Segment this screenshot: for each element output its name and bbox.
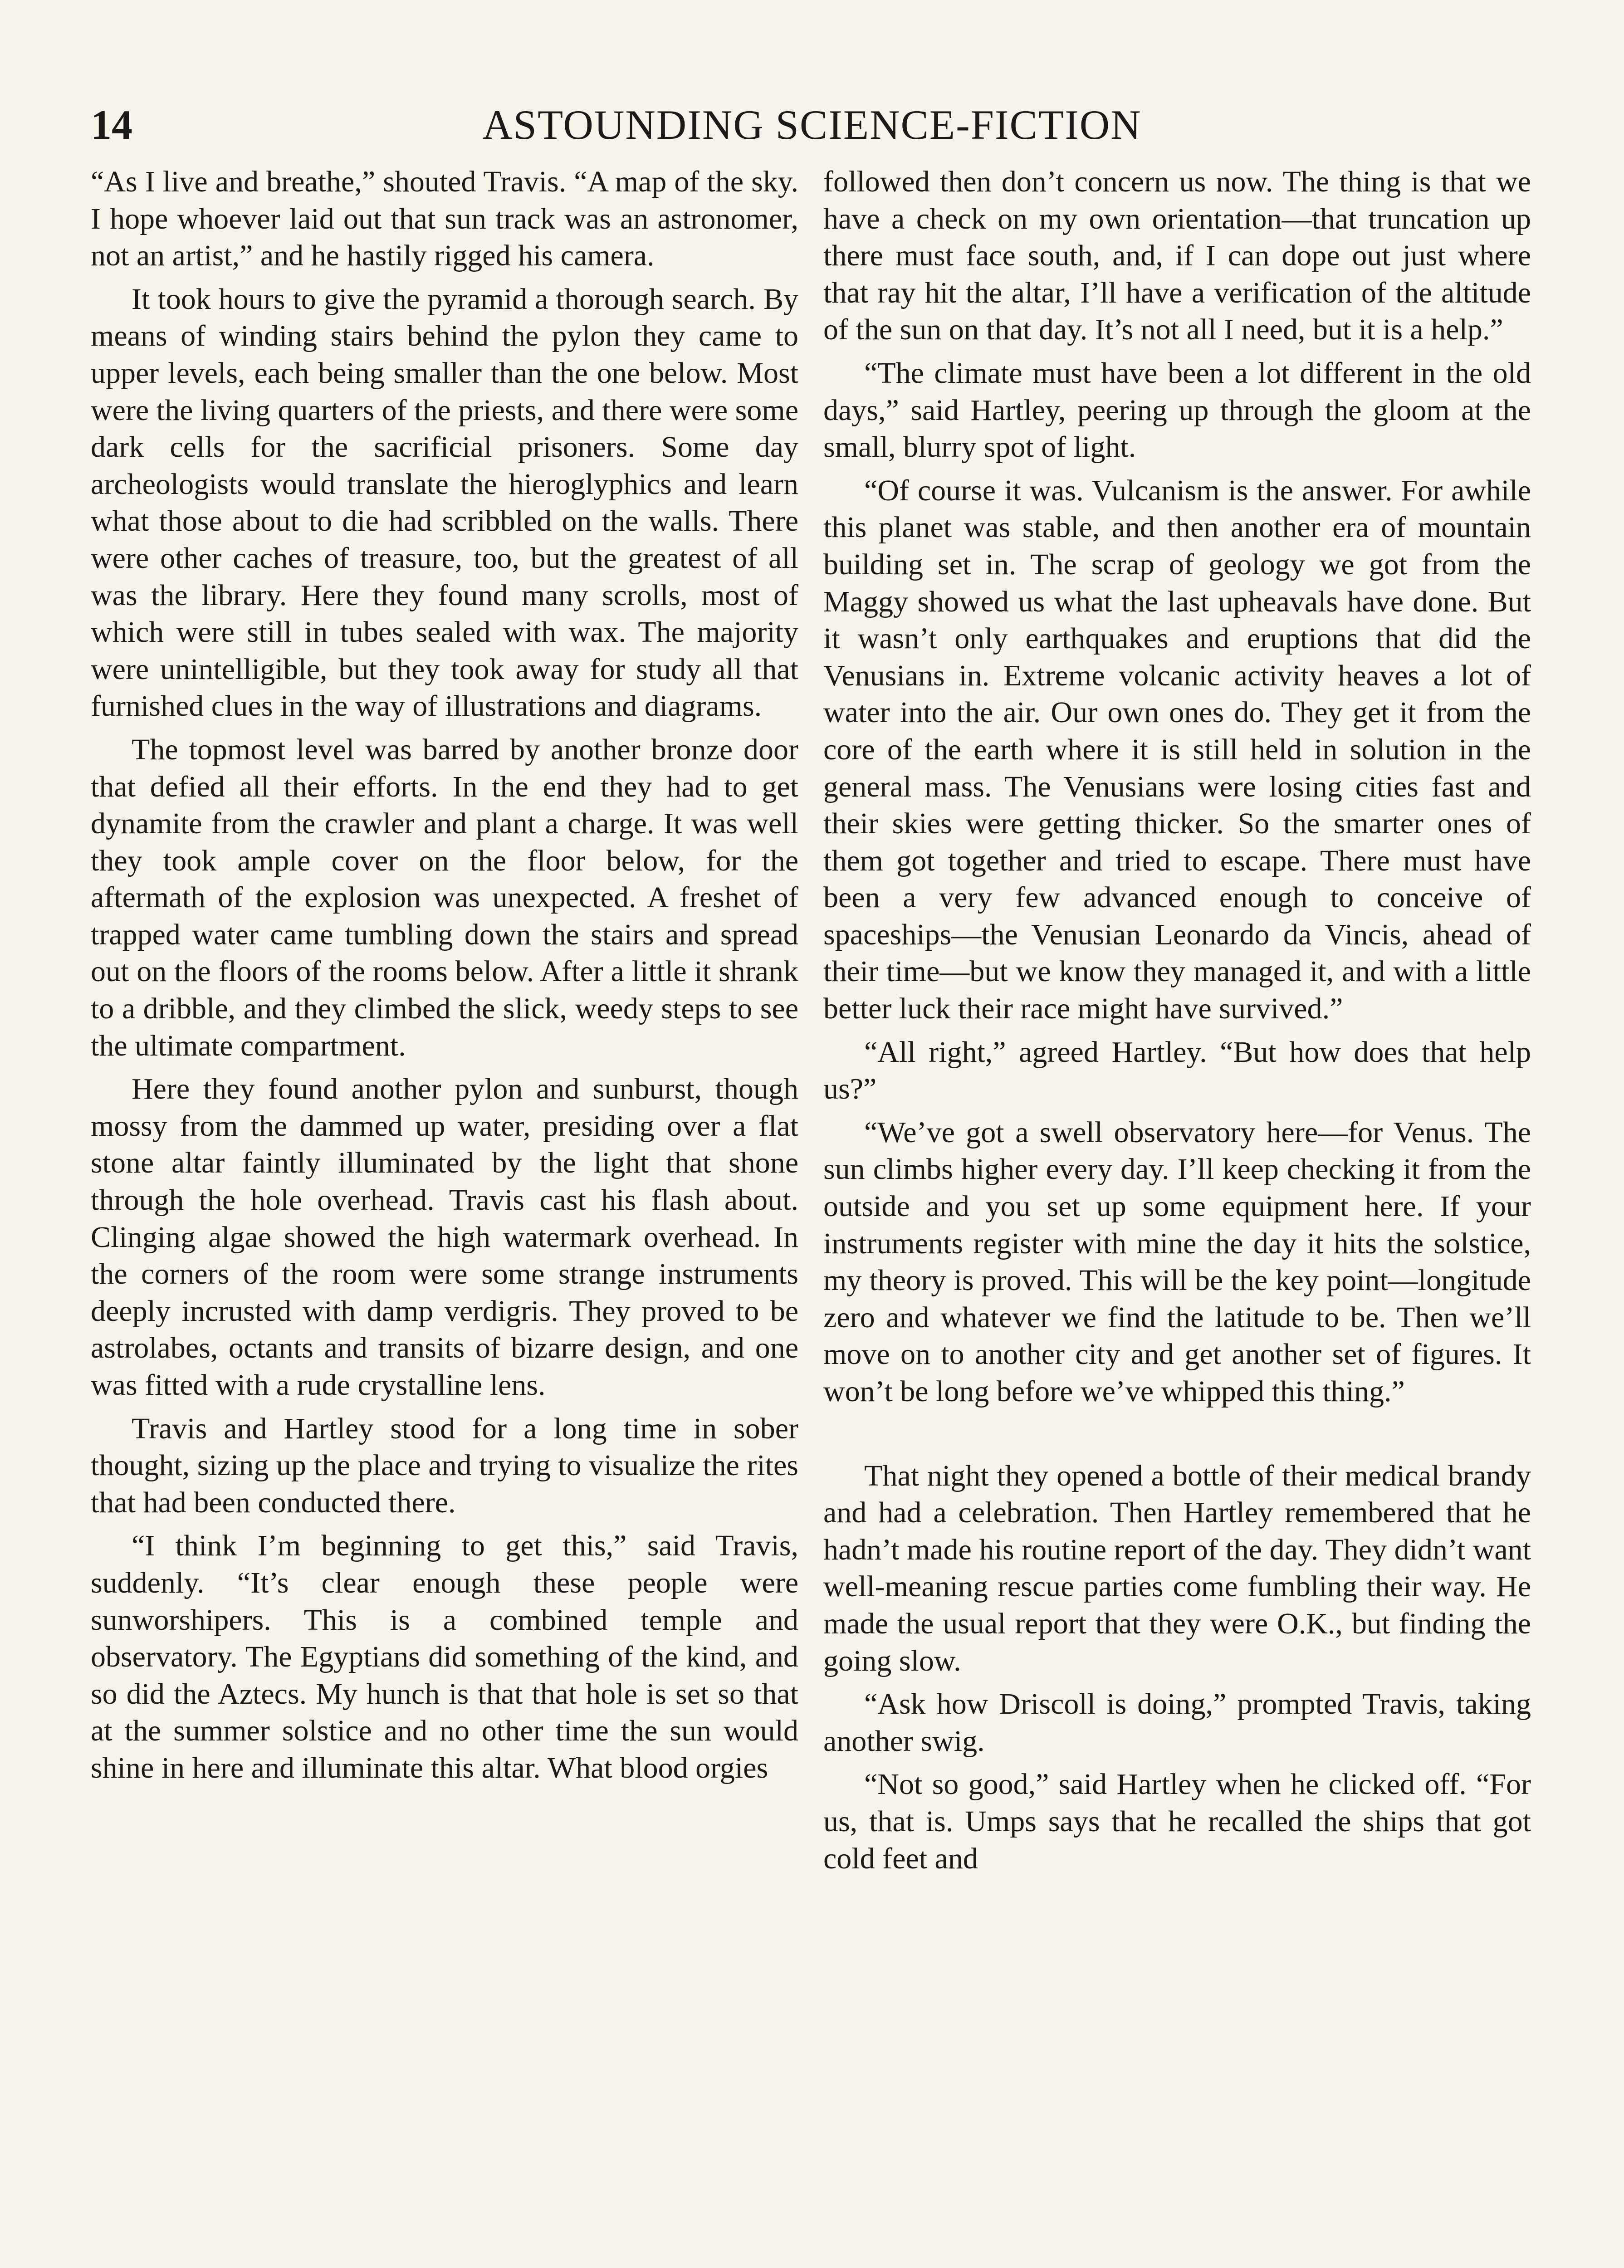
right-column: [823, 163, 1531, 1883]
paragraph: followed then don’t concern us now. The thing is that we have a check on my own orientation—that truncation up there must face south, and, if I can dope out just where that ray hit the altar, I’ll have a verification of the altitude of the sun on that day. It’s not all I need, but it is a help.”: [823, 165, 1531, 347]
left-column: [91, 163, 798, 1793]
paragraph: “As I live and breathe,” shouted Travis. “A map of the sky. I hope whoever laid out that sun track was an astronomer, not an artist,” and he hastily rigged his camera.: [91, 165, 798, 273]
paragraph: “The climate must have been a lot different in the old days,” said Hartley, peering up through the gloom at the small, blurry spot of light.: [823, 356, 1531, 464]
paragraph: “We’ve got a swell observatory here—for Venus. The sun climbs higher every day. I’ll keep checking it from the outside and you set up some equipment here. If your instruments register with mine the day it hits the solstice, my theory is proved. This will be the key point—longitude zero and whatever we find the latitude to be. Then we’ll move on to another city and get another set of figures. It won’t be long before we’ve whipped this thing.”: [823, 1115, 1531, 1408]
running-head: ASTOUNDING SCIENCE-FICTION: [482, 102, 1142, 148]
paragraph: The topmost level was barred by another bronze door that defied all their efforts. In the end they had to get dynamite from the crawler and plant a charge. It was well they took ample cover on the floor below, for the aftermath of the explosion was unexpected. A freshet of trapped water came tumbling down the stairs and spread out on the floors of the rooms below. After a little it shrank to a dribble, and they climbed the slick, weedy steps to see the ultimate compartment.: [91, 733, 798, 1062]
paragraph: “Not so good,” said Hartley when he clicked off. “For us, that is. Umps says that he recalled the ships that got cold feet and: [823, 1768, 1531, 1875]
paragraph: Travis and Hartley stood for a long time in sober thought, sizing up the place and trying to visualize the rites that had been conducted there.: [91, 1412, 798, 1519]
page-header: [91, 93, 1533, 156]
paragraph: “Ask how Driscoll is doing,” prompted Travis, taking another swig.: [823, 1687, 1531, 1758]
paragraph: “I think I’m beginning to get this,” said Travis, suddenly. “It’s clear enough these people were sunworshipers. This is a combined temple and observatory. The Egyptians did something of the kind, and so did the Aztecs. My hunch is that that hole is set so that at the summer solstice and no other time the sun would shine in here and illuminate this altar. What blood orgies: [91, 1529, 798, 1784]
page-number: 14: [91, 102, 132, 148]
paragraph: It took hours to give the pyramid a thorough search. By means of winding stairs behind the pylon they came to upper levels, each being smaller than the one below. Most were the living quarters of the priests, and there were some dark cells for the sacrificial prisoners. Some day archeologists would translate the hieroglyphics and learn what those about to die had scribbled on the walls. There were other caches of treasure, too, but the greatest of all was the library. Here they found many scrolls, most of which were still in tubes sealed with wax. The majority were unintelligible, but they took away for study all that furnished clues in the way of illustrations and diagrams.: [91, 282, 798, 723]
paragraph: “Of course it was. Vulcanism is the answer. For awhile this planet was stable, and then another era of mountain building set in. The scrap of geology we got from the Maggy showed us what the last upheavals have done. But it wasn’t only earthquakes and eruptions that did the Venusians in. Extreme volcanic activity heaves a lot of water into the air. Our own ones do. They get it from the core of the earth where it is still held in solution in the general mass. The Venusians were losing cities fast and their skies were getting thicker. So the smarter ones of them got together and tried to escape. There must have been a very few advanced enough to conceive of spaceships—the Venusian Leonardo da Vincis, ahead of their time—but we know they managed it, and with a little better luck their race might have survived.”: [823, 474, 1531, 1026]
paragraph: “All right,” agreed Hartley. “But how does that help us?”: [823, 1035, 1531, 1106]
paragraph: Here they found another pylon and sunburst, though mossy from the dammed up water, presiding over a flat stone altar faintly illuminated by the light that shone through the hole overhead. Travis cast his flash about. Clinging algae showed the high watermark overhead. In the corners of the room were some strange instruments deeply incrusted with damp verdigris. They proved to be astrolabes, octants and transits of bizarre design, and one was fitted with a rude crystalline lens.: [91, 1072, 798, 1402]
section-break: [823, 1417, 1531, 1457]
paragraph: That night they opened a bottle of their medical brandy and had a celebration. Then Hartley remembered that he hadn’t made his routine report of the day. They didn’t want well-meaning rescue parties come fumbling their way. He made the usual report that they were O.K., but finding the going slow.: [823, 1459, 1531, 1677]
